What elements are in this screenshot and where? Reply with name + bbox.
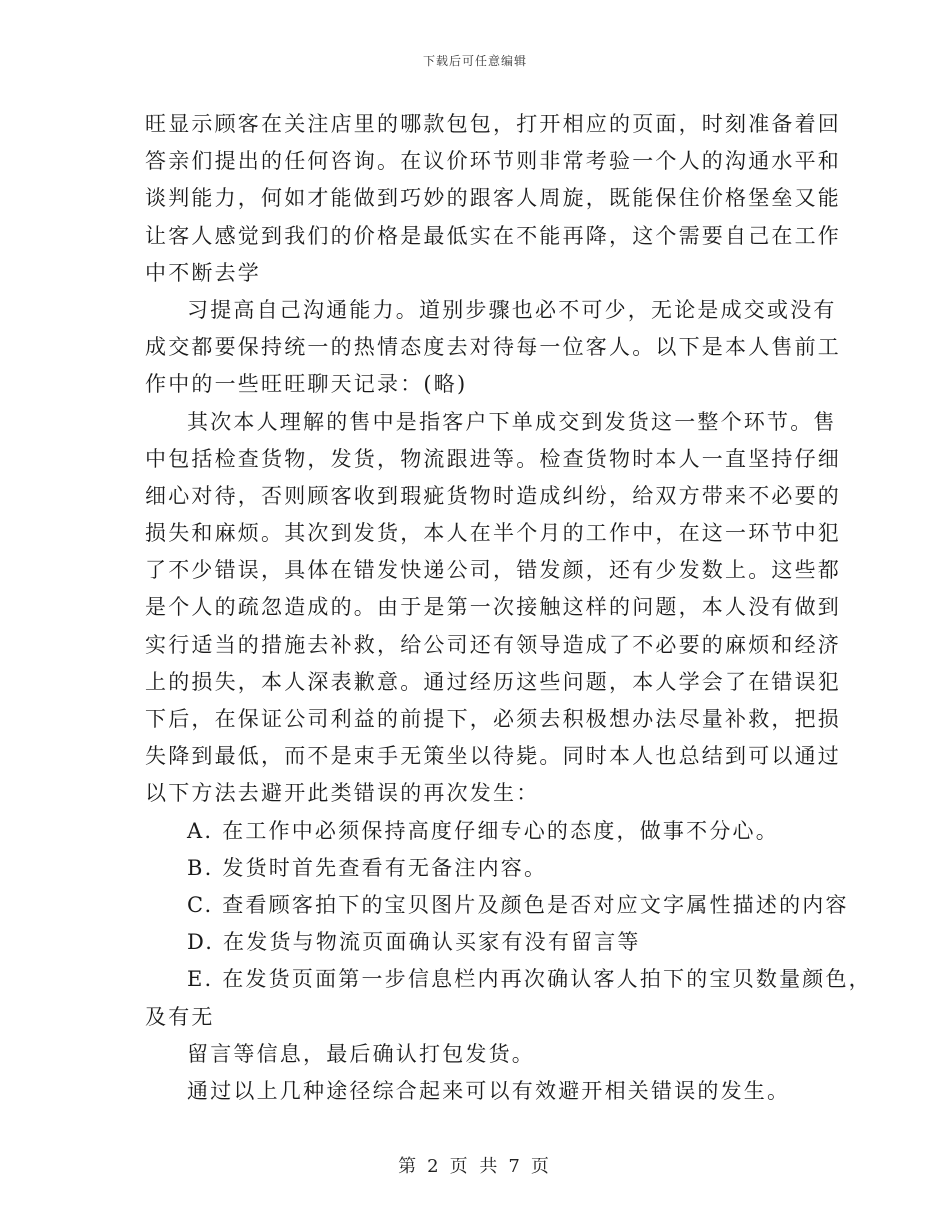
text-line: 以下方法去避开此类错误的再次发生：	[145, 781, 540, 806]
text-line: 成交都要保持统一的热情态度去对待每一位客人。以下是本人售前工	[145, 335, 841, 360]
page-header: 下载后可任意编辑	[422, 54, 527, 68]
footer-suffix: 页	[530, 1156, 552, 1177]
text-line: 习提高自己沟通能力。道别步骤也必不可少，无论是成交或没有	[187, 297, 837, 322]
list-item-e: E. 在发货页面第一步信息栏内再次确认客人拍下的宝贝数量颜色，	[187, 967, 872, 992]
page-number: 2	[427, 1156, 442, 1177]
body-text	[145, 106, 872, 1110]
text-line: 是个人的疏忽造成的。由于是第一次接触这样的问题，本人没有做到	[145, 595, 841, 620]
text-line: 谈判能力，何如才能做到巧妙的跟客人周旋，既能保住价格堡垒又能	[145, 186, 841, 211]
text-line: 旺显示顾客在关注店里的哪款包包，打开相应的页面，时刻准备着回	[145, 112, 841, 136]
text-line: 其次本人理解的售中是指客户下单成交到发货这一整个环节。售	[187, 409, 837, 434]
list-item-a: A. 在工作中必须保持高度仔细专心的态度，做事不分心。	[187, 818, 779, 843]
text-line: 了不少错误，具体在错发快递公司，错发颜，还有少发数上。这些都	[145, 558, 841, 583]
text-line: 让客人感觉到我们的价格是最低实在不能再降，这个需要自己在工作	[145, 223, 841, 248]
text-line: 留言等信息，最后确认打包发货。	[187, 1041, 535, 1066]
list-item-c: C. 查看顾客拍下的宝贝图片及颜色是否对应文字属性描述的内容	[187, 892, 849, 917]
list-item-b: B. 发货时首先查看有无备注内容。	[187, 855, 548, 880]
text-line: 通过以上几种途径综合起来可以有效避开相关错误的发生。	[187, 1078, 791, 1103]
text-line: 下后，在保证公司利益的前提下，必须去积极想办法尽量补救，把损	[145, 707, 841, 731]
text-line: 及有无	[145, 1004, 215, 1029]
page-footer	[0, 1152, 950, 1178]
text-line: 作中的一些旺旺聊天记录：(略)	[145, 372, 468, 397]
text-line: 损失和麻烦。其次到发货，本人在半个月的工作中，在这一环节中犯	[145, 521, 841, 546]
footer-prefix: 第	[398, 1156, 420, 1177]
text-line: 细心对待，否则顾客收到瑕疵货物时造成纠纷，给双方带来不必要的	[145, 483, 841, 508]
footer-middle: 页 共	[449, 1156, 501, 1177]
text-line: 实行适当的措施去补救，给公司还有领导造成了不必要的麻烦和经济	[145, 632, 841, 657]
total-pages: 7	[508, 1156, 523, 1177]
text-line: 中不断去学	[145, 260, 261, 285]
text-line: 中包括检查货物，发货，物流跟进等。检查货物时本人一直坚持仔细	[145, 446, 841, 471]
text-line: 失降到最低，而不是束手无策坐以待毙。同时本人也总结到可以通过	[145, 744, 841, 769]
text-line: 上的损失，本人深表歉意。通过经历这些问题，本人学会了在错误犯	[145, 669, 841, 694]
text-line: 答亲们提出的任何咨询。在议价环节则非常考验一个人的沟通水平和	[145, 149, 841, 174]
list-item-d: D. 在发货与物流页面确认买家有没有留言等	[187, 930, 641, 955]
